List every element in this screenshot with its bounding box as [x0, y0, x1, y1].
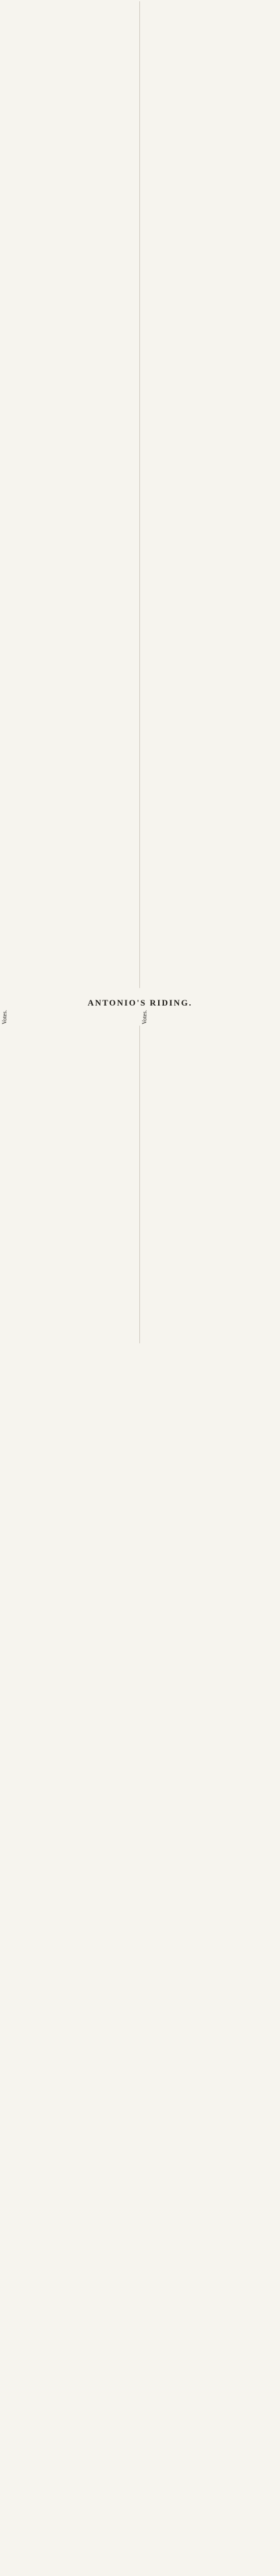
votes-column-label: Votes. [141, 1009, 148, 1024]
votes-column-label: Votes. [1, 1009, 8, 1024]
section-title: ANTONIO'S RIDING. [88, 997, 192, 1007]
column-divider [139, 1, 140, 988]
section-heading [0, 993, 280, 1024]
column-divider [139, 1026, 140, 1343]
